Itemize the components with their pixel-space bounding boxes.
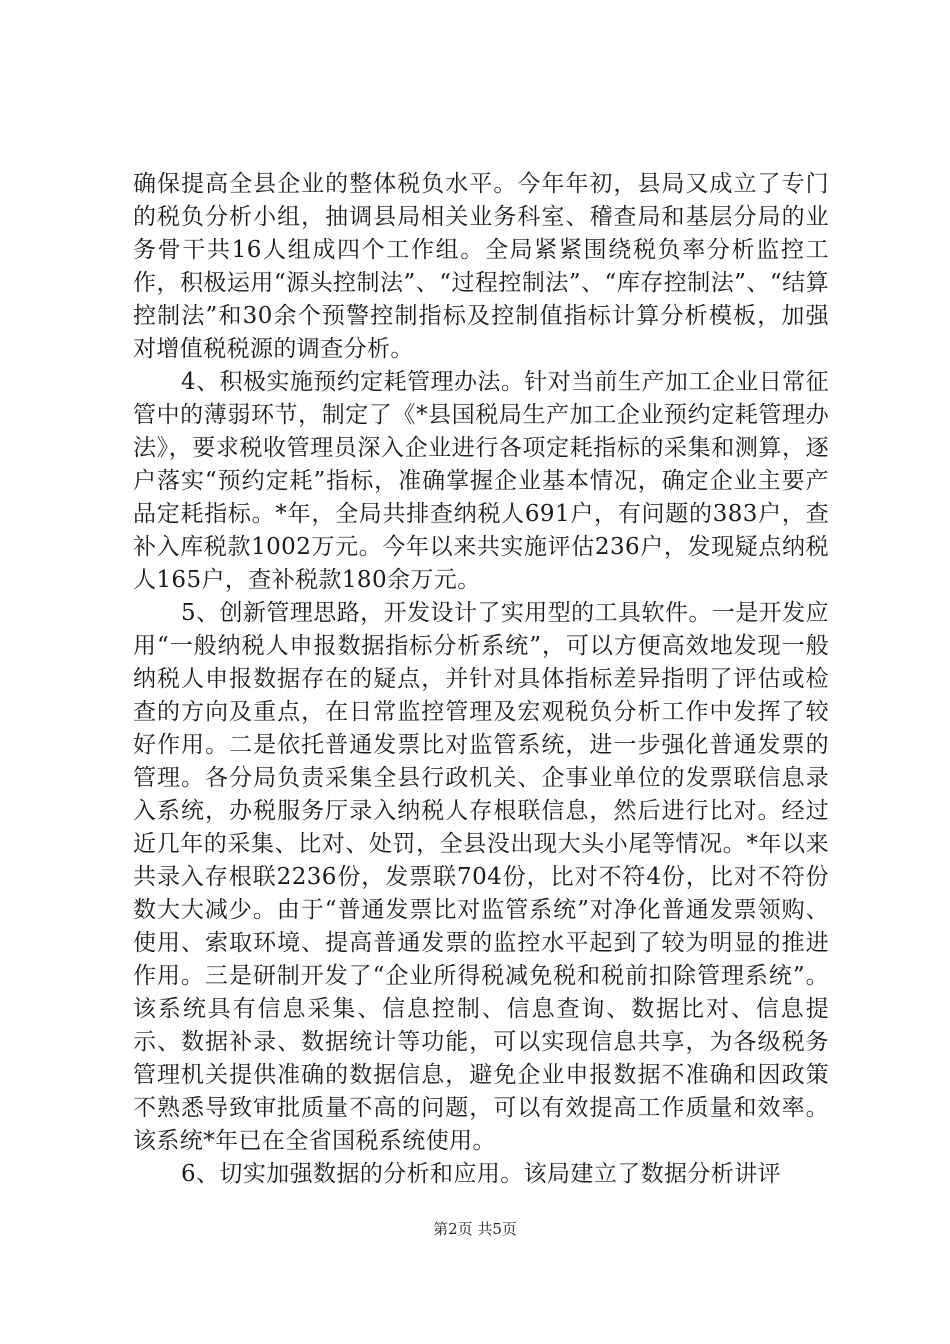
- paragraph-tax-burden-analysis: 确保提高全县企业的整体税负水平。今年年初，县局又成立了专门的税负分析小组，抽调县局相关业务科室、稽查局和基层分局的业务骨干共16人组成四个工作组。全局紧紧围绕税负率分析监控工作，积极运用“源头控制法”、“过程控制法”、“库存控制法”、“结算控制法”和30余个预警控制指标及控制值指标计算分析模板，加强对增值税税源的调查分析。: [133, 171, 829, 362]
- document-body: [133, 168, 829, 1191]
- page-number-footer: 第2页 共5页: [433, 1220, 517, 1238]
- paragraph-data-analysis: 6、切实加强数据的分析和应用。该局建立了数据分析讲评: [181, 1161, 782, 1187]
- paragraph-software-tools: 5、创新管理思路，开发设计了实用型的工具软件。一是开发应用“一般纳税人申报数据指标分析系统”，可以方便高效地发现一般纳税人申报数据存在的疑点，并针对具体指标差异指明了评估或检查的方向及重点，在日常监控管理及宏观税负分析工作中发挥了较好作用。二是依托普通发票比对监管系统，进一步强化普通发票的管理。各分局负责采集全县行政机关、企事业单位的发票联信息录入系统，办税服务厅录入纳税人存根联信息，然后进行比对。经过近几年的采集、比对、处罚，全县没出现大头小尾等情况。*年以来共录入存根联2236份，发票联704份，比对不符4份，比对不符份数大大减少。由于“普通发票比对监管系统”对净化普通发票领购、使用、索取环境、提高普通发票的监控水平起到了较为明显的推进作用。三是研制开发了“企业所得税减免税和税前扣除管理系统”。该系统具有信息采集、信息控制、信息查询、数据比对、信息提示、数据补录、数据统计等功能，可以实现信息共享，为各级税务管理机关提供准确的数据信息，避免企业申报数据不准确和因政策不熟悉导致审批质量不高的问题，可以有效提高工作质量和效率。该系统*年已在全省国税系统使用。: [133, 600, 829, 1154]
- paragraph-consumption-quota-management: 4、积极实施预约定耗管理办法。针对当前生产加工企业日常征管中的薄弱环节，制定了《*县国税局生产加工企业预约定耗管理办法》，要求税收管理员深入企业进行各项定耗指标的采集和测算，逐户落实“预约定耗”指标，准确掌握企业基本情况，确定企业主要产品定耗指标。*年，全局共排查纳税人691户，有问题的383户，查补入库税款1002万元。今年以来共实施评估236户，发现疑点纳税人165户，查补税款180余万元。: [133, 369, 829, 593]
